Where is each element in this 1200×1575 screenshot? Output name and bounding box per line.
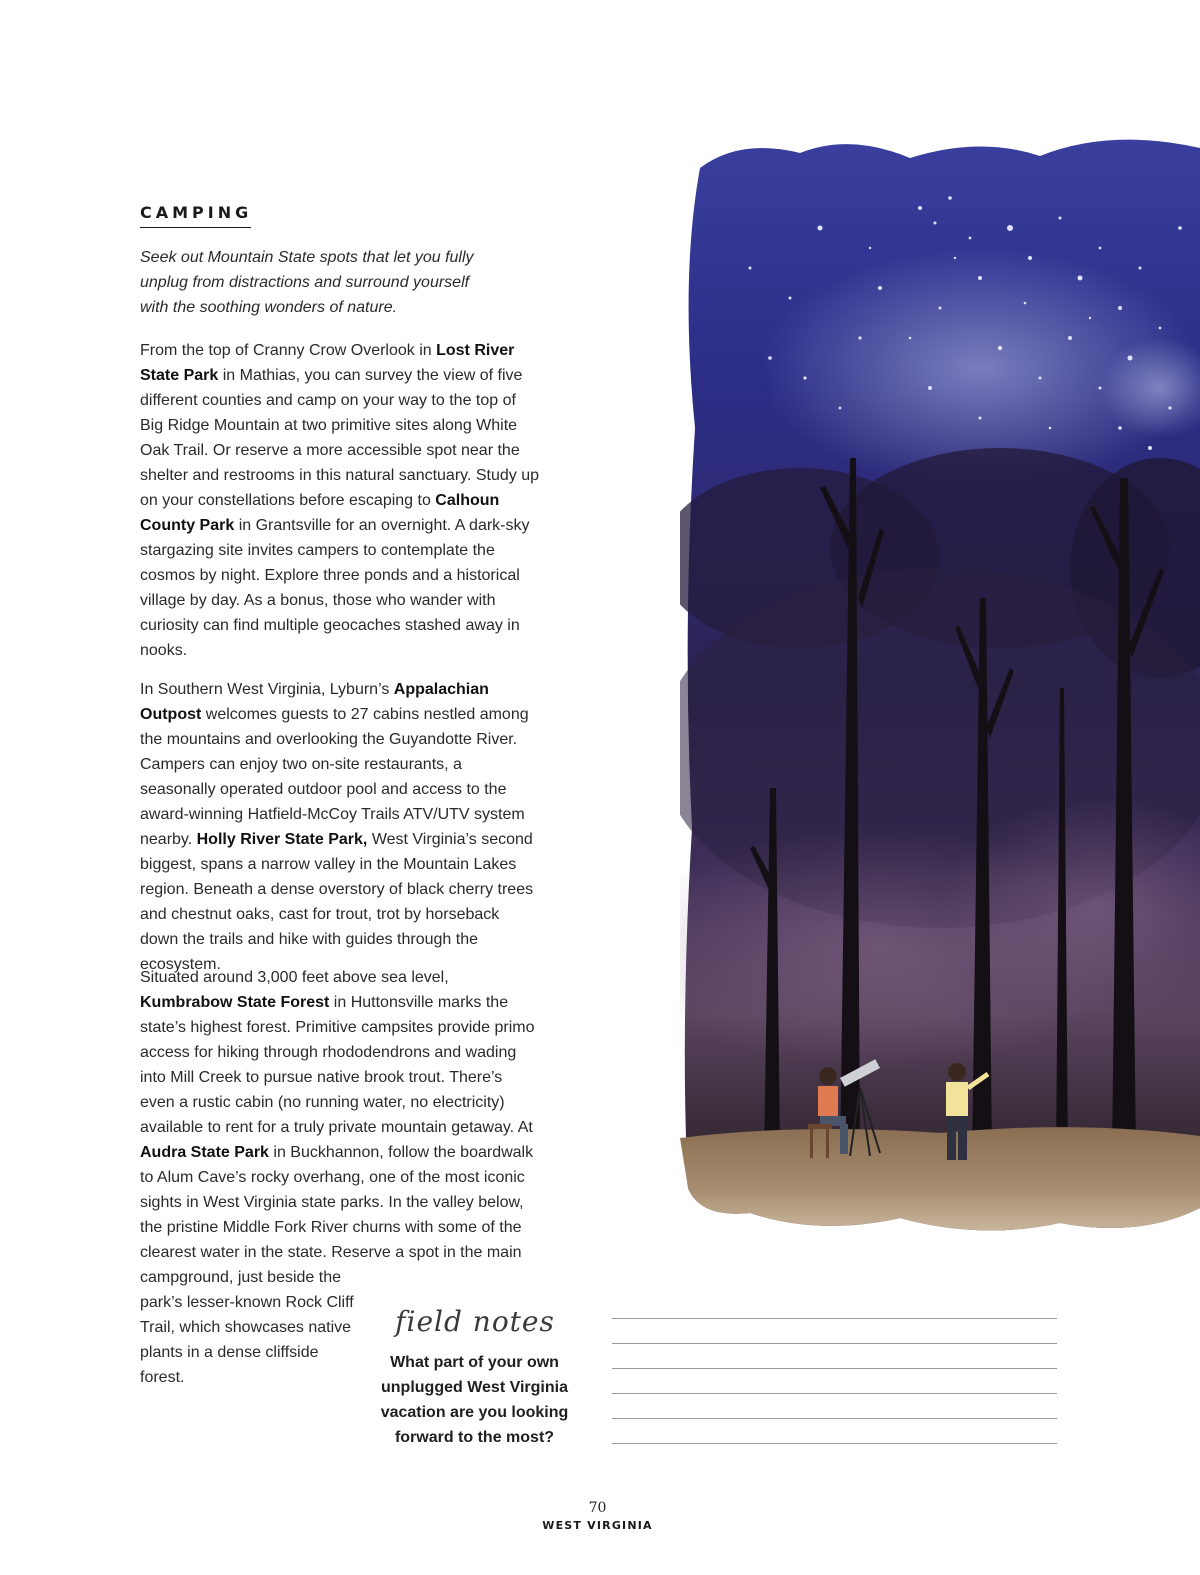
place-name: Audra State Park — [140, 1144, 269, 1161]
field-notes-question: What part of your own unplugged West Virginia vacation are you looking forward to the most? — [380, 1354, 569, 1446]
paragraph-kumbrabow-continued: campground, just beside the park’s lesser-known Rock Cliff Trail, which showcases native plants in a dense cliffside forest. — [140, 1269, 354, 1386]
paragraph-appalachian-outpost — [140, 677, 540, 977]
writing-line[interactable] — [612, 1418, 1057, 1419]
place-name: Kumbrabow State Forest — [140, 994, 330, 1011]
intro-text: Seek out Mountain State spots that let you fully unplug from distractions and surround yourself with the soothing wonders of nature. — [140, 249, 474, 316]
place-name: Calhoun County Park — [140, 492, 500, 534]
publication-label: WEST VIRGINIA — [542, 1519, 653, 1532]
paragraph-text: From the top of Cranny Crow Overlook in — [140, 342, 437, 359]
writing-line[interactable] — [612, 1443, 1057, 1444]
paragraph-text: welcomes guests to 27 cabins nestled among the mountains and overlooking the Guyandotte River. Campers can enjoy two on-site restaurants, a seasonally operated outdoor pool and access to the award-winning Hatfield-McCoy Trails ATV/UTV system nearby. — [140, 706, 529, 848]
paragraph-lost-river — [140, 338, 540, 663]
paragraph-kumbrabow — [140, 965, 540, 1265]
writing-line[interactable] — [612, 1368, 1057, 1369]
heading-underline — [140, 227, 251, 228]
paragraph-text: In Southern West Virginia, Lyburn’s — [140, 681, 394, 698]
paragraph-text: in Buckhannon, follow the boardwalk to Alum Cave’s rocky overhang, one of the most iconic sights in West Virginia state parks. In the valley below, the pristine Middle Fork River churns with some of the clearest water in the state. Reserve a spot in the main — [140, 1144, 534, 1261]
writing-line[interactable] — [612, 1343, 1057, 1344]
paragraph-text: Situated around 3,000 feet above sea level, — [140, 969, 449, 986]
field-notes-writing-lines — [612, 1318, 1057, 1468]
writing-line[interactable] — [612, 1393, 1057, 1394]
paragraph-text: in Mathias, you can survey the view of five different counties and camp on your way to the top of Big Ridge Mountain at two primitive sites along White Oak Trail. Or reserve a more accessible spot near the shelter and restrooms in this natural sanctuary. Study up on your constellations before escaping to — [140, 367, 540, 509]
place-name: Lost River State Park — [140, 342, 515, 384]
paragraph-text: in Huttonsville marks the state’s highest forest. Primitive campsites provide primo access for hiking through rhododendrons and wading into Mill Creek to pursue native brook trout. There’s even a rustic cabin (no running water, no electricity) available to rent for a truly private mountain getaway. At — [140, 994, 535, 1136]
night-sky-illustration — [680, 128, 1200, 1243]
place-name: Appalachian Outpost — [140, 681, 489, 723]
writing-line[interactable] — [612, 1318, 1057, 1319]
section-heading: CAMPING — [140, 203, 253, 222]
place-name: Holly River State Park, — [196, 831, 368, 848]
stargazing-watercolor — [680, 128, 1200, 1243]
page-number: 70 — [588, 1500, 607, 1516]
paragraph-text: West Virginia’s second biggest, spans a narrow valley in the Mountain Lakes region. Beneath a dense overstory of black cherry trees and chestnut oaks, cast for trout, trot by horseback down the trails and hike with guides through the ecosystem. — [140, 831, 534, 973]
paragraph-text: in Grantsville for an overnight. A dark-sky stargazing site invites campers to contemplate the cosmos by night. Explore three ponds and a historical village by day. As a bonus, those who wander with curiosity can find multiple geocaches stashed away in nooks. — [140, 517, 530, 659]
field-notes-title: field notes — [395, 1305, 555, 1338]
